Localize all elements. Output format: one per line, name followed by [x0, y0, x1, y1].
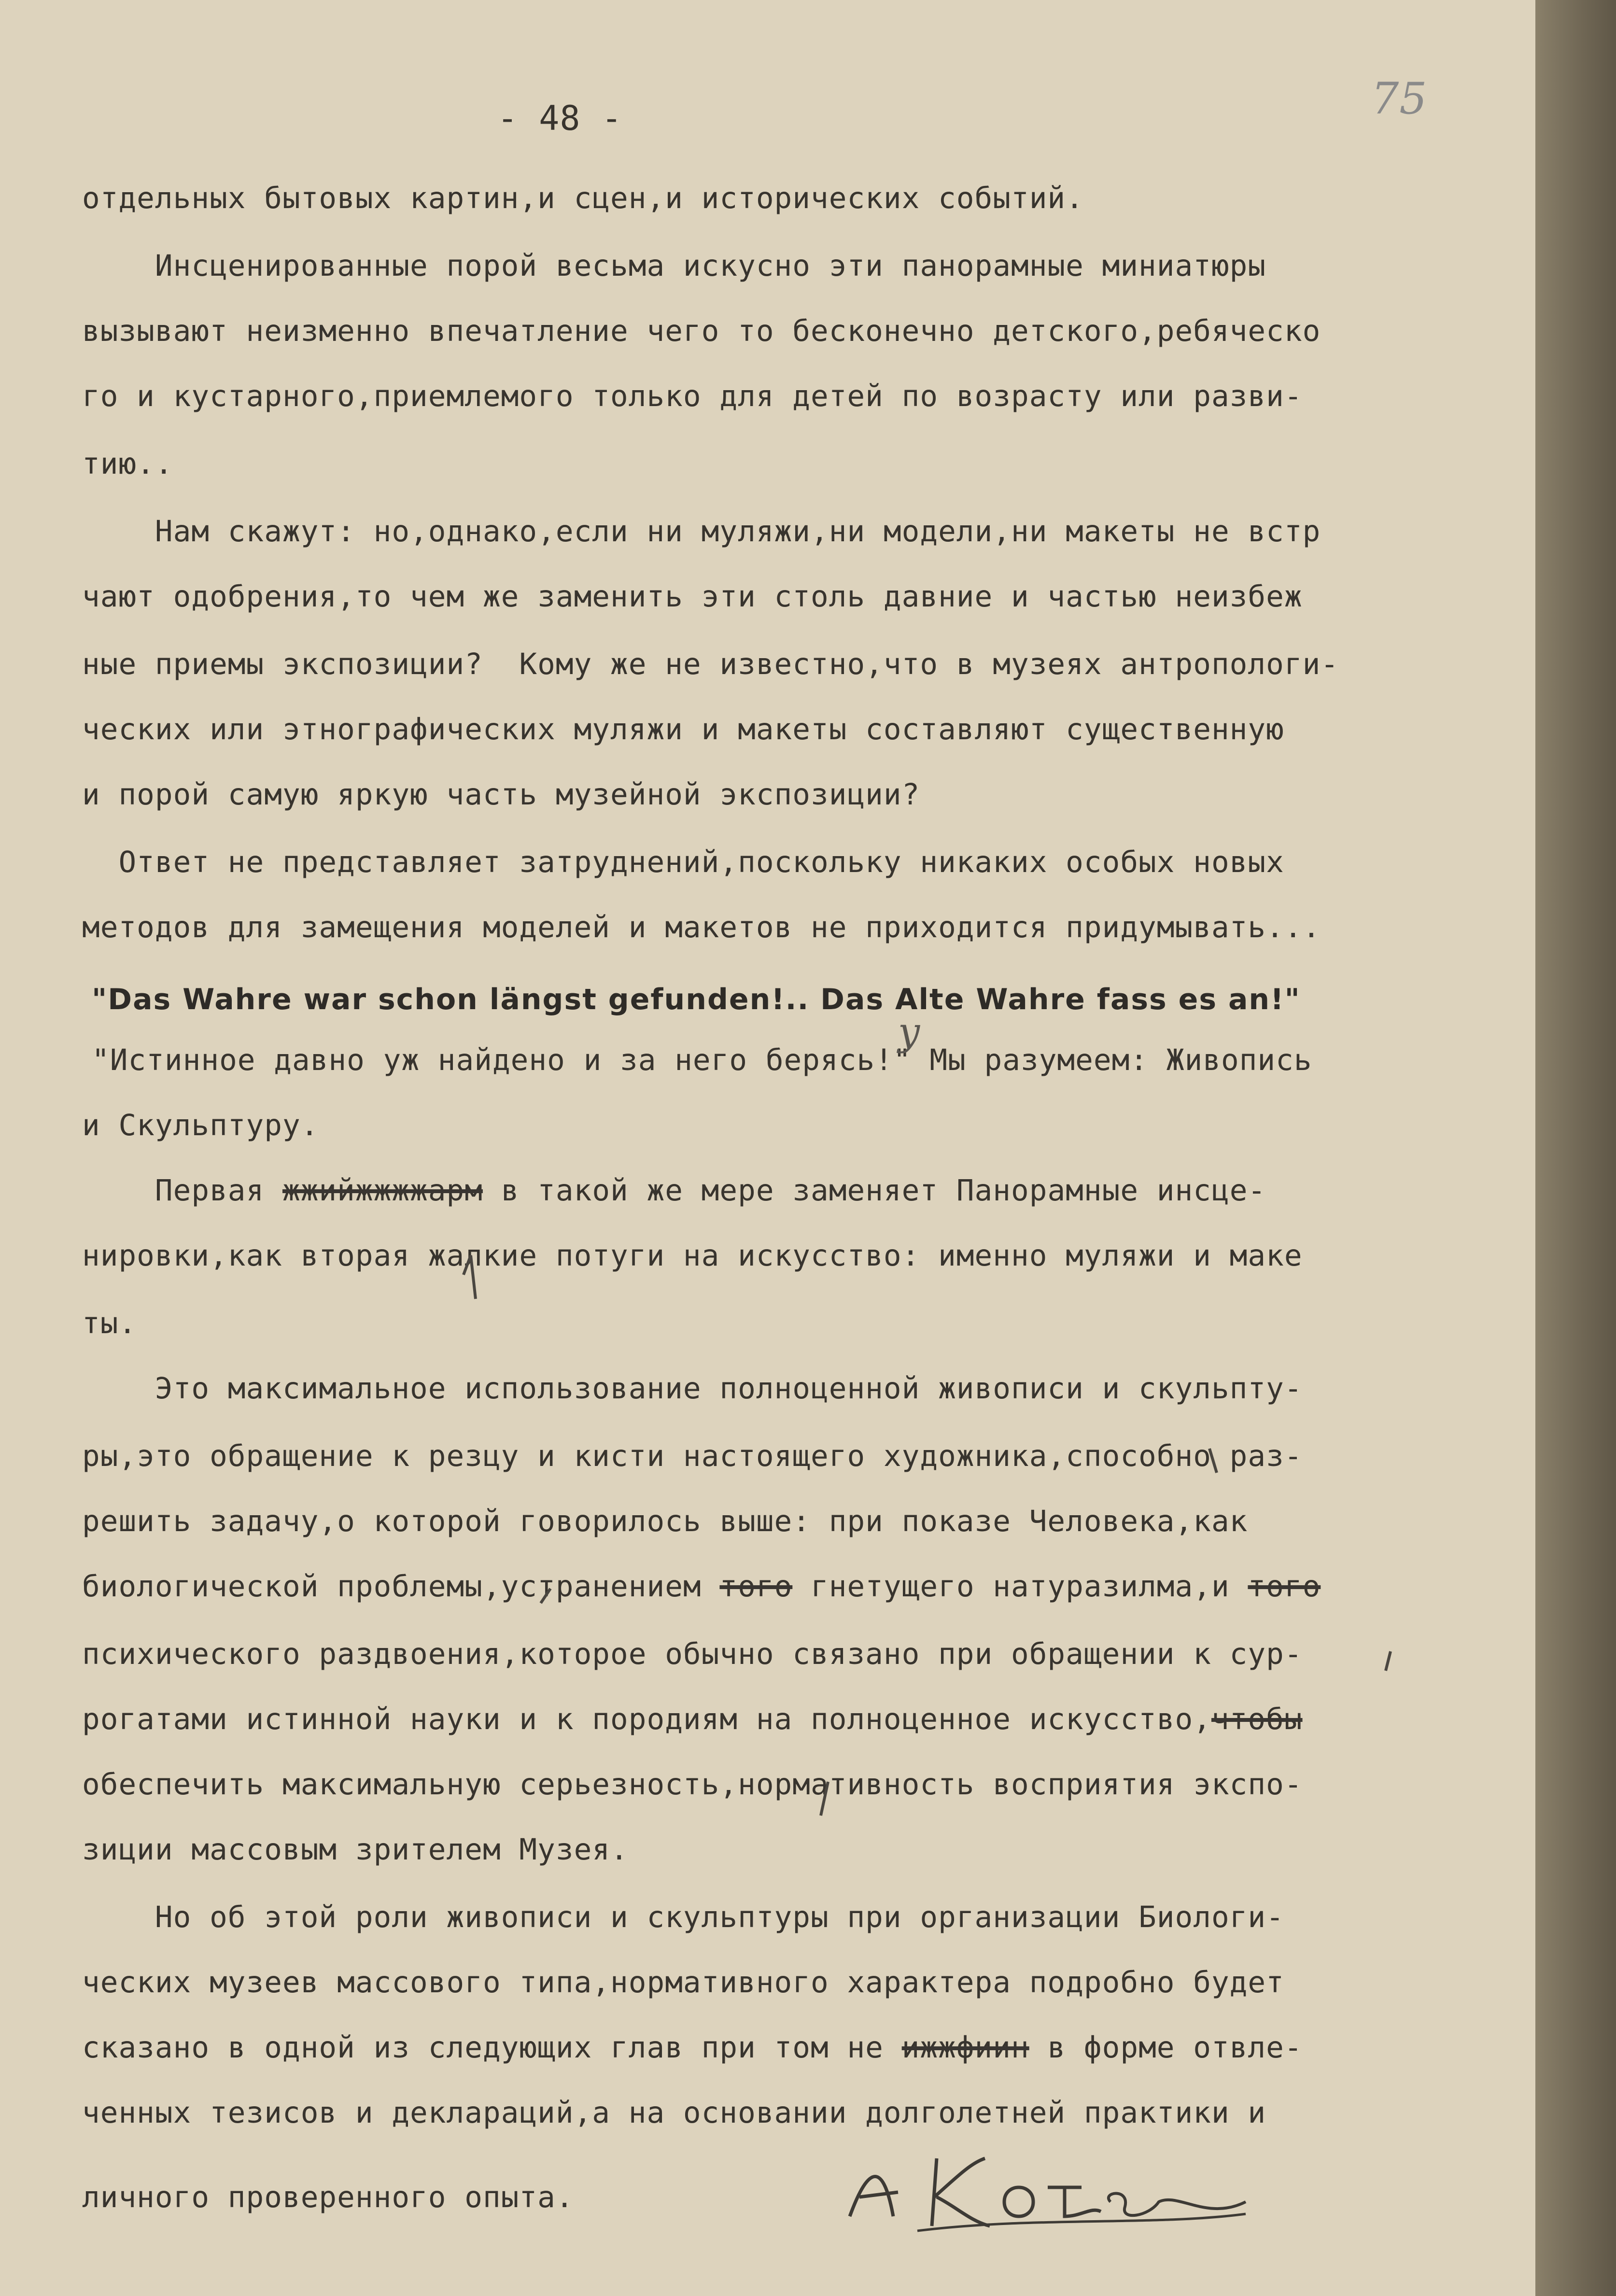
text-line: рогатами истинной науки и к породиям на полноценное искусство,чтобы: [82, 1702, 1303, 1736]
text-line: и порой самую яркую часть музейной экспозиции?: [82, 777, 920, 812]
text-line: ры,это обращение к резцу и кисти настоящего художника,способно раз-: [82, 1439, 1303, 1473]
text-line: обеспечить максимальную серьезность,нормативность восприятия экспо-: [82, 1767, 1303, 1802]
text-line: Инсценированные порой весьма искусно эти панорамные миниатюры: [82, 249, 1266, 283]
text-line: зиции массовым зрителем Музея.: [82, 1832, 629, 1867]
text-line: психического раздвоения,которое обычно связано при обращении к сур-: [82, 1637, 1303, 1671]
struck-text: жжийжжжжарм: [282, 1173, 483, 1208]
text-line: сказано в одной из следующих глав при том не ижжфиин в форме отвле-: [82, 2030, 1303, 2065]
text-line: Ответ не представляет затруднений,поскольку никаких особых новых: [82, 845, 1284, 879]
text-line: вызывают неизменно впечатление чего то бесконечно детского,ребяческо: [82, 314, 1321, 348]
archive-folio-number: 75: [1371, 73, 1428, 124]
text-line: ные приемы экспозиции? Кому же не известно,что в музеях антропологи-: [82, 647, 1339, 681]
text-line: и Скульптуру.: [82, 1108, 319, 1142]
quote-translation: "Истинное давно уж найдено и за него берясь!" Мы разумеем: Живопись: [92, 1043, 1312, 1077]
text-line: методов для замещения моделей и макетов не приходится придумывать...: [82, 910, 1321, 944]
text-line: Первая жжийжжжжарм в такой же мере заменяет Панорамные инсце-: [82, 1173, 1266, 1208]
text-line: ческих музеев массового типа,нормативного характера подробно будет: [82, 1965, 1284, 2000]
text-line: биологической проблемы,устранением того гнетущего натуразилма,и того: [82, 1569, 1321, 1604]
struck-text: того: [719, 1569, 793, 1604]
text-line: Нам скажут: но,однако,если ни муляжи,ни модели,ни макеты не встр: [82, 514, 1321, 549]
text-line: решить задачу,о которой говорилось выше: при показе Человека,как: [82, 1504, 1248, 1538]
text-line: ченных тезисов и деклараций,а на основании долголетней практики и: [82, 2096, 1266, 2130]
text-line: личного проверенного опыта.: [82, 2180, 574, 2214]
text-line: чают одобрения,то чем же заменить эти столь давние и частью неизбеж: [82, 579, 1303, 614]
text-line: отдельных бытовых картин,и сцен,и исторических событий.: [82, 181, 1084, 215]
text-line: тию..: [82, 447, 173, 481]
struck-text: того: [1248, 1569, 1321, 1604]
text-line: Но об этой роли живописи и скульптуры при организации Биологи-: [82, 1900, 1284, 1934]
german-quote: "Das Wahre war schon längst gefunden!.. Das Alte Wahre fass es an!": [92, 983, 1301, 1016]
pencil-correction: у: [898, 1009, 921, 1054]
text-line: нировки,как вторая жалкие потуги на искусство: именно муляжи и маке: [82, 1239, 1303, 1273]
text-line: ты.: [82, 1306, 137, 1340]
text-line: Это максимальное использование полноценной живописи и скульпту-: [82, 1371, 1303, 1406]
text-line: го и кустарного,приемлемого только для детей по возрасту или разви-: [82, 379, 1303, 413]
struck-text: чтобы: [1211, 1702, 1303, 1736]
handwritten-signature: [840, 2144, 1255, 2240]
text-line: ческих или этнографических муляжи и макеты составляют существенную: [82, 712, 1284, 747]
page-number: - 48 -: [497, 99, 622, 138]
struck-text: ижжфиин: [901, 2030, 1029, 2065]
